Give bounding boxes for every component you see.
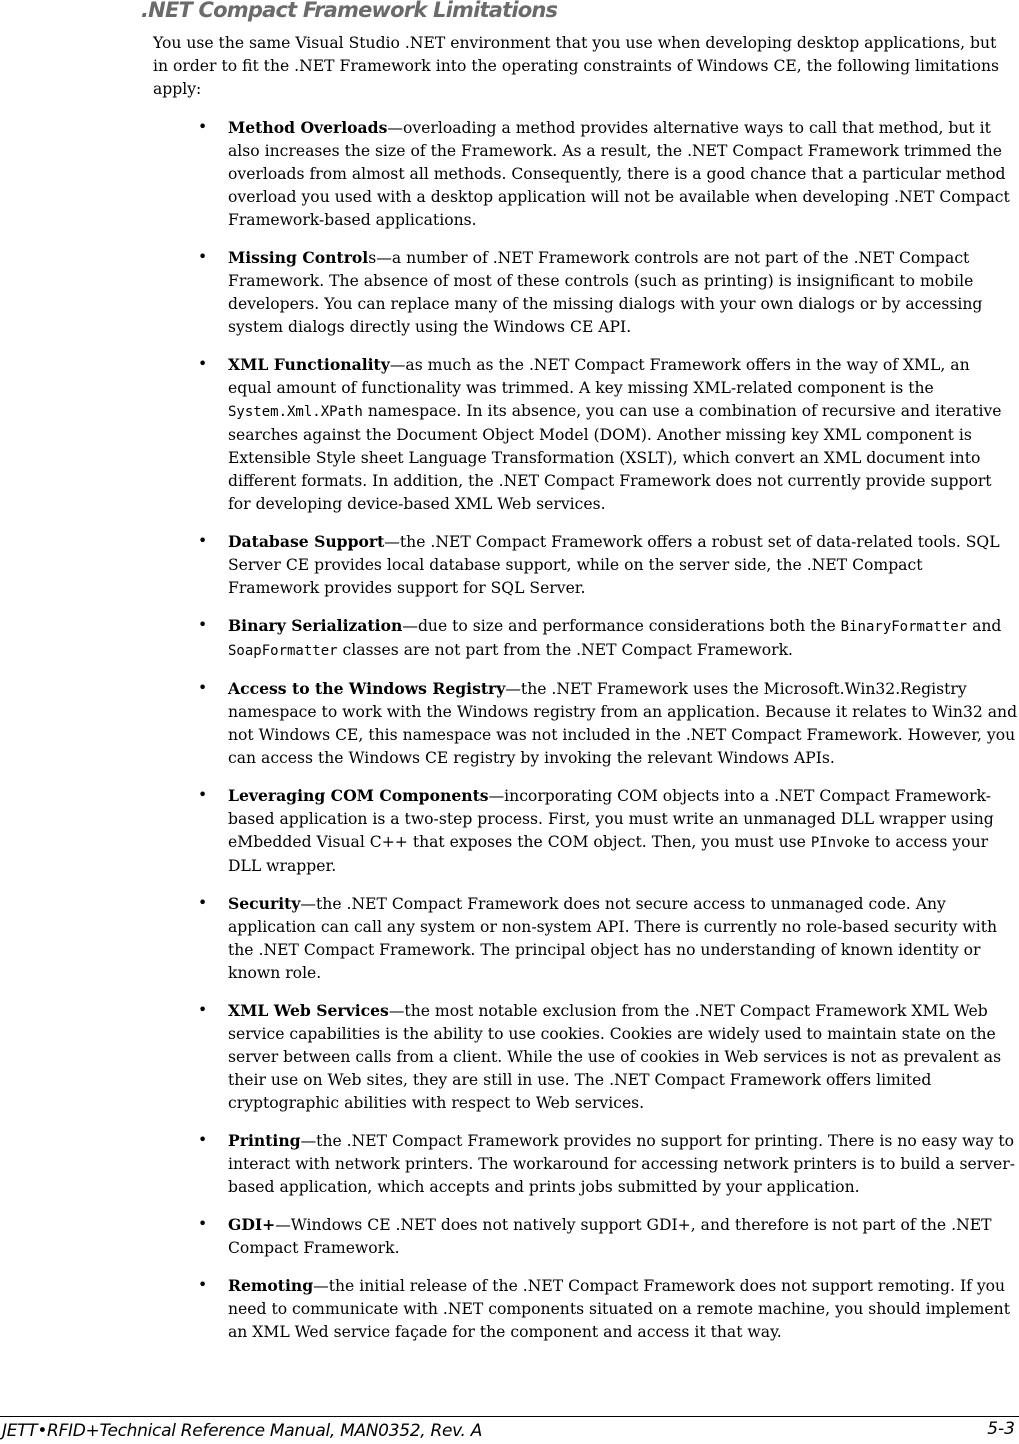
item-term: Database Support — [228, 532, 385, 551]
item-term: Remoting — [228, 1276, 314, 1295]
item-text: —Windows CE .NET does not natively support GDI+, and therefore is not part of the .NET Compact Framework. — [228, 1216, 992, 1257]
item-text: —the initial release of the .NET Compact Framework does not support remoting. If you need to communicate with .NET components situated on a remote machine, you should implement an XML Wed service façade for the component and access it that way. — [228, 1277, 1010, 1341]
bullet-icon: • — [198, 679, 208, 697]
section-title: .NET Compact Framework Limitations — [141, 0, 558, 22]
item-term: Access to the Windows Registry — [228, 679, 506, 698]
list-item — [198, 784, 1018, 878]
intro-paragraph: You use the same Visual Studio .NET environment that you use when developing desktop applications, but in order to fit the .NET Framework into the operating constraints of Windows CE, the following limitations apply: — [153, 34, 1000, 98]
code-identifier: SoapFormatter — [228, 643, 338, 659]
footer-manual-title: JETT•RFID+Technical Reference Manual, MAN0352, Rev. A — [2, 1421, 483, 1441]
item-text: —the .NET Framework uses the Microsoft.Win32.Registry namespace to work with the Windows registry from an application. Because it relates to Win32 and not Windows CE, this namespace was not included in the .NET Compact Framework. However, you can access the Windows CE registry by invoking the relevant Windows APIs. — [228, 680, 1018, 767]
list-item — [198, 116, 1018, 232]
item-text: —due to size and performance considerations both the — [402, 617, 841, 635]
item-term: Security — [228, 894, 301, 913]
item-text: and — [967, 617, 1002, 635]
item-term: Printing — [228, 1131, 301, 1150]
item-term: Method Overloads — [228, 118, 388, 137]
item-term: Missing Control — [228, 248, 369, 267]
bullet-icon: • — [198, 786, 208, 804]
limitations-list — [198, 116, 1018, 1358]
item-text: —the most notable exclusion from the .NET Compact Framework XML Web service capabilities is the ability to use cookies. Cookies are widely used to maintain state on the server between calls from a client. While the use of cookies in Web services is not as prevalent as their use on Web sites, they are still in use. The .NET Compact Framework offers limited cryptographic abilities with respect to Web services. — [228, 1002, 1002, 1112]
list-item — [198, 892, 1018, 985]
item-text: —the .NET Compact Framework offers a robust set of data-related tools. SQL Server CE provides local database support, while on the server side, the .NET Compact Framework provides support for SQL Server. — [228, 533, 1000, 597]
bullet-icon: • — [198, 1001, 208, 1019]
code-identifier: BinaryFormatter — [840, 619, 968, 635]
bullet-icon: • — [198, 1276, 208, 1294]
item-text: s—a number of .NET Framework controls are not part of the .NET Compact Framework. The absence of most of these controls (such as printing) is insignificant to mobile developers. You can replace many of the missing dialogs with your own dialogs or by accessing system dialogs directly using the Windows CE API. — [228, 249, 983, 336]
list-item — [198, 530, 1018, 600]
bullet-icon: • — [198, 248, 208, 266]
list-item — [198, 353, 1018, 516]
list-item — [198, 614, 1018, 663]
list-item — [198, 999, 1018, 1115]
item-term: Binary Serialization — [228, 616, 403, 635]
list-item — [198, 1129, 1018, 1199]
bullet-icon: • — [198, 894, 208, 912]
bullet-icon: • — [198, 355, 208, 373]
code-identifier: PInvoke — [810, 835, 870, 851]
item-text: namespace. In its absence, you can use a combination of recursive and iterative searches against the Document Object Model (DOM). Another missing key XML component is Extensible Style sheet Language Transformation (XSLT), which convert an XML document into different formats. In addition, the .NET Compact Framework does not currently provide support for developing device-based XML Web services. — [228, 402, 1002, 513]
item-text: —incorporating COM objects into a .NET Compact Framework-based application is a two-step process. First, you must write an unmanaged DLL wrapper using eMbedded Visual C++ that exposes the COM object. Then, you must use — [228, 787, 994, 851]
bullet-icon: • — [198, 532, 208, 550]
list-item — [198, 246, 1018, 339]
item-term: GDI+ — [228, 1215, 276, 1234]
item-term: XML Web Services — [228, 1001, 389, 1020]
bullet-icon: • — [198, 616, 208, 634]
list-item — [198, 677, 1018, 770]
item-text: —overloading a method provides alternative ways to call that method, but it also increases the size of the Framework. As a result, the .NET Compact Framework trimmed the overloads from almost all methods. Consequently, there is a good chance that a particular method overload you used with a desktop application will not be available when developing .NET Compact Framework-based applications. — [228, 119, 1010, 229]
item-term: XML Functionality — [228, 355, 390, 374]
footer-rule — [0, 1416, 1019, 1417]
item-text: —the .NET Compact Framework does not secure access to unmanaged code. Any application can call any system or non-system API. There is currently no role-based security with the .NET Compact Framework. The principal object has no understanding of known identity or known role. — [228, 895, 998, 982]
code-identifier: System.Xml.XPath — [228, 404, 363, 420]
item-text: to access your DLL wrapper. — [228, 833, 989, 875]
item-text: —as much as the .NET Compact Framework offers in the way of XML, an equal amount of functionality was trimmed. A key missing XML-related component is the — [228, 356, 970, 397]
list-item — [198, 1274, 1018, 1344]
page-number: 5-3 — [987, 1419, 1015, 1439]
item-term: Leveraging COM Components — [228, 786, 489, 805]
bullet-icon: • — [198, 1131, 208, 1149]
item-text: —the .NET Compact Framework provides no support for printing. There is no easy way to interact with network printers. The workaround for accessing network printers is to build a server-based application, which accepts and prints jobs submitted by your application. — [228, 1132, 1015, 1196]
bullet-icon: • — [198, 1215, 208, 1233]
list-item — [198, 1213, 1018, 1260]
bullet-icon: • — [198, 118, 208, 136]
item-text: classes are not part from the .NET Compact Framework. — [337, 641, 794, 659]
